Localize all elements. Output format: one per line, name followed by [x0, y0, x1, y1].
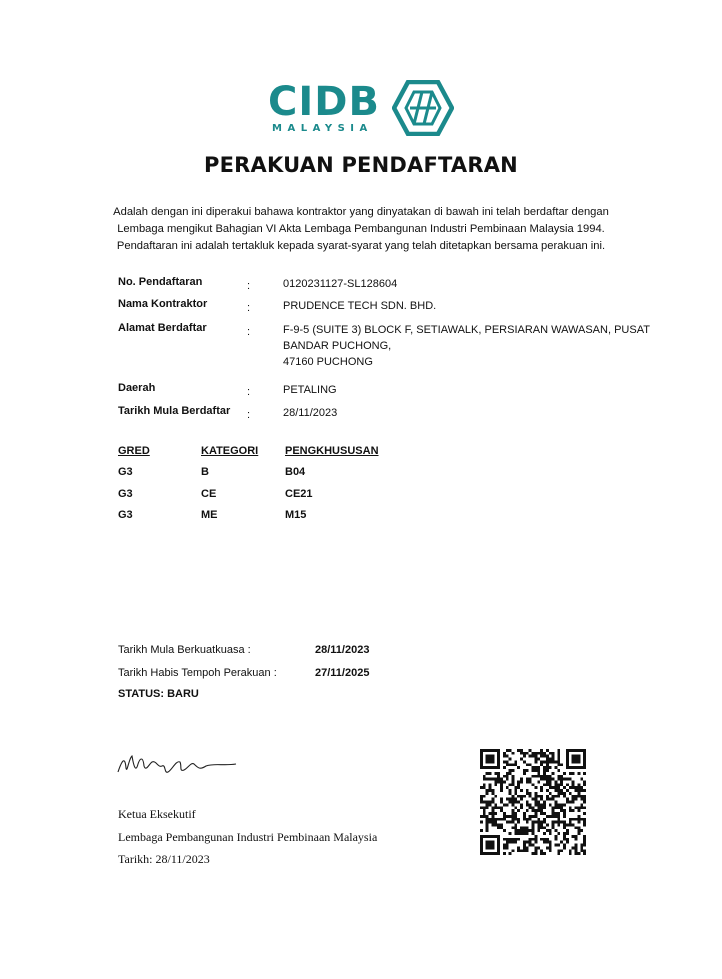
address-line: F-9-5 (SUITE 3) BLOCK F, SETIAWALK, PERSIARAN WAWASAN, PUSAT: [283, 324, 650, 336]
effective-date-label: Tarikh Mula Berkuatkuasa :: [118, 644, 251, 656]
specialisation-cell: CE21: [285, 488, 313, 500]
address-value: [283, 322, 650, 370]
registration-number-label: No. Pendaftaran: [118, 276, 203, 288]
grade-cell: G3: [118, 488, 133, 500]
district-value: PETALING: [283, 384, 337, 396]
category-cell: ME: [201, 509, 218, 521]
colon: :: [247, 302, 251, 314]
qr-code-icon: [480, 749, 586, 855]
grade-header: GRED: [118, 445, 150, 457]
intro-line: Adalah dengan ini diperakui bahawa kontraktor yang dinyatakan di bawah ini telah berdaftar dengan: [113, 206, 609, 218]
specialisation-header: PENGKHUSUSAN: [285, 445, 379, 457]
signatory-date: Tarikh: 28/11/2023: [118, 852, 210, 866]
signature-image: [116, 750, 240, 778]
colon: :: [247, 409, 251, 421]
category-header: KATEGORI: [201, 445, 259, 457]
qr-modules: [480, 749, 586, 855]
grade-cell: G3: [118, 509, 133, 521]
colon: :: [247, 386, 251, 398]
cidb-logo: [268, 80, 458, 140]
registration-start-value: 28/11/2023: [283, 407, 338, 419]
specialisation-cell: B04: [285, 466, 306, 478]
intro-paragraph: [100, 204, 622, 255]
registration-start-label: Tarikh Mula Berdaftar: [118, 405, 231, 417]
district-label: Daerah: [118, 382, 156, 394]
cidb-hexagon-logo-icon: [392, 80, 454, 136]
effective-date-value: 28/11/2023: [315, 644, 370, 656]
expiry-date-label: Tarikh Habis Tempoh Perakuan :: [118, 667, 277, 679]
colon: :: [247, 280, 251, 292]
contractor-name-value: PRUDENCE TECH SDN. BHD.: [283, 300, 437, 312]
grade-cell: G3: [118, 466, 133, 478]
logo-brand-text: CIDB: [268, 79, 380, 125]
logo-country-text: MALAYSIA: [272, 123, 373, 134]
document-title: PERAKUAN PENDAFTARAN: [204, 153, 518, 177]
status-text: STATUS: BARU: [118, 688, 199, 700]
category-cell: CE: [201, 488, 217, 500]
address-label: Alamat Berdaftar: [118, 322, 207, 334]
address-line: 47160 PUCHONG: [283, 356, 373, 368]
specialisation-cell: M15: [285, 509, 307, 521]
category-cell: B: [201, 466, 209, 478]
address-line: BANDAR PUCHONG,: [283, 340, 392, 352]
expiry-date-value: 27/11/2025: [315, 667, 370, 679]
intro-line: Lembaga mengikut Bahagian VI Akta Lembaga Pembangunan Industri Pembinaan Malaysia 1994.: [117, 223, 605, 235]
signatory-organisation: Lembaga Pembangunan Industri Pembinaan Malaysia: [118, 830, 378, 844]
contractor-name-label: Nama Kontraktor: [118, 298, 208, 310]
intro-line: Pendaftaran ini adalah tertakluk kepada syarat-syarat yang telah ditetapkan bersama perakuan ini.: [116, 240, 606, 252]
signatory-title: Ketua Eksekutif: [118, 807, 196, 821]
registration-number-value: 0120231127-SL128604: [283, 278, 398, 290]
colon: :: [247, 326, 251, 338]
